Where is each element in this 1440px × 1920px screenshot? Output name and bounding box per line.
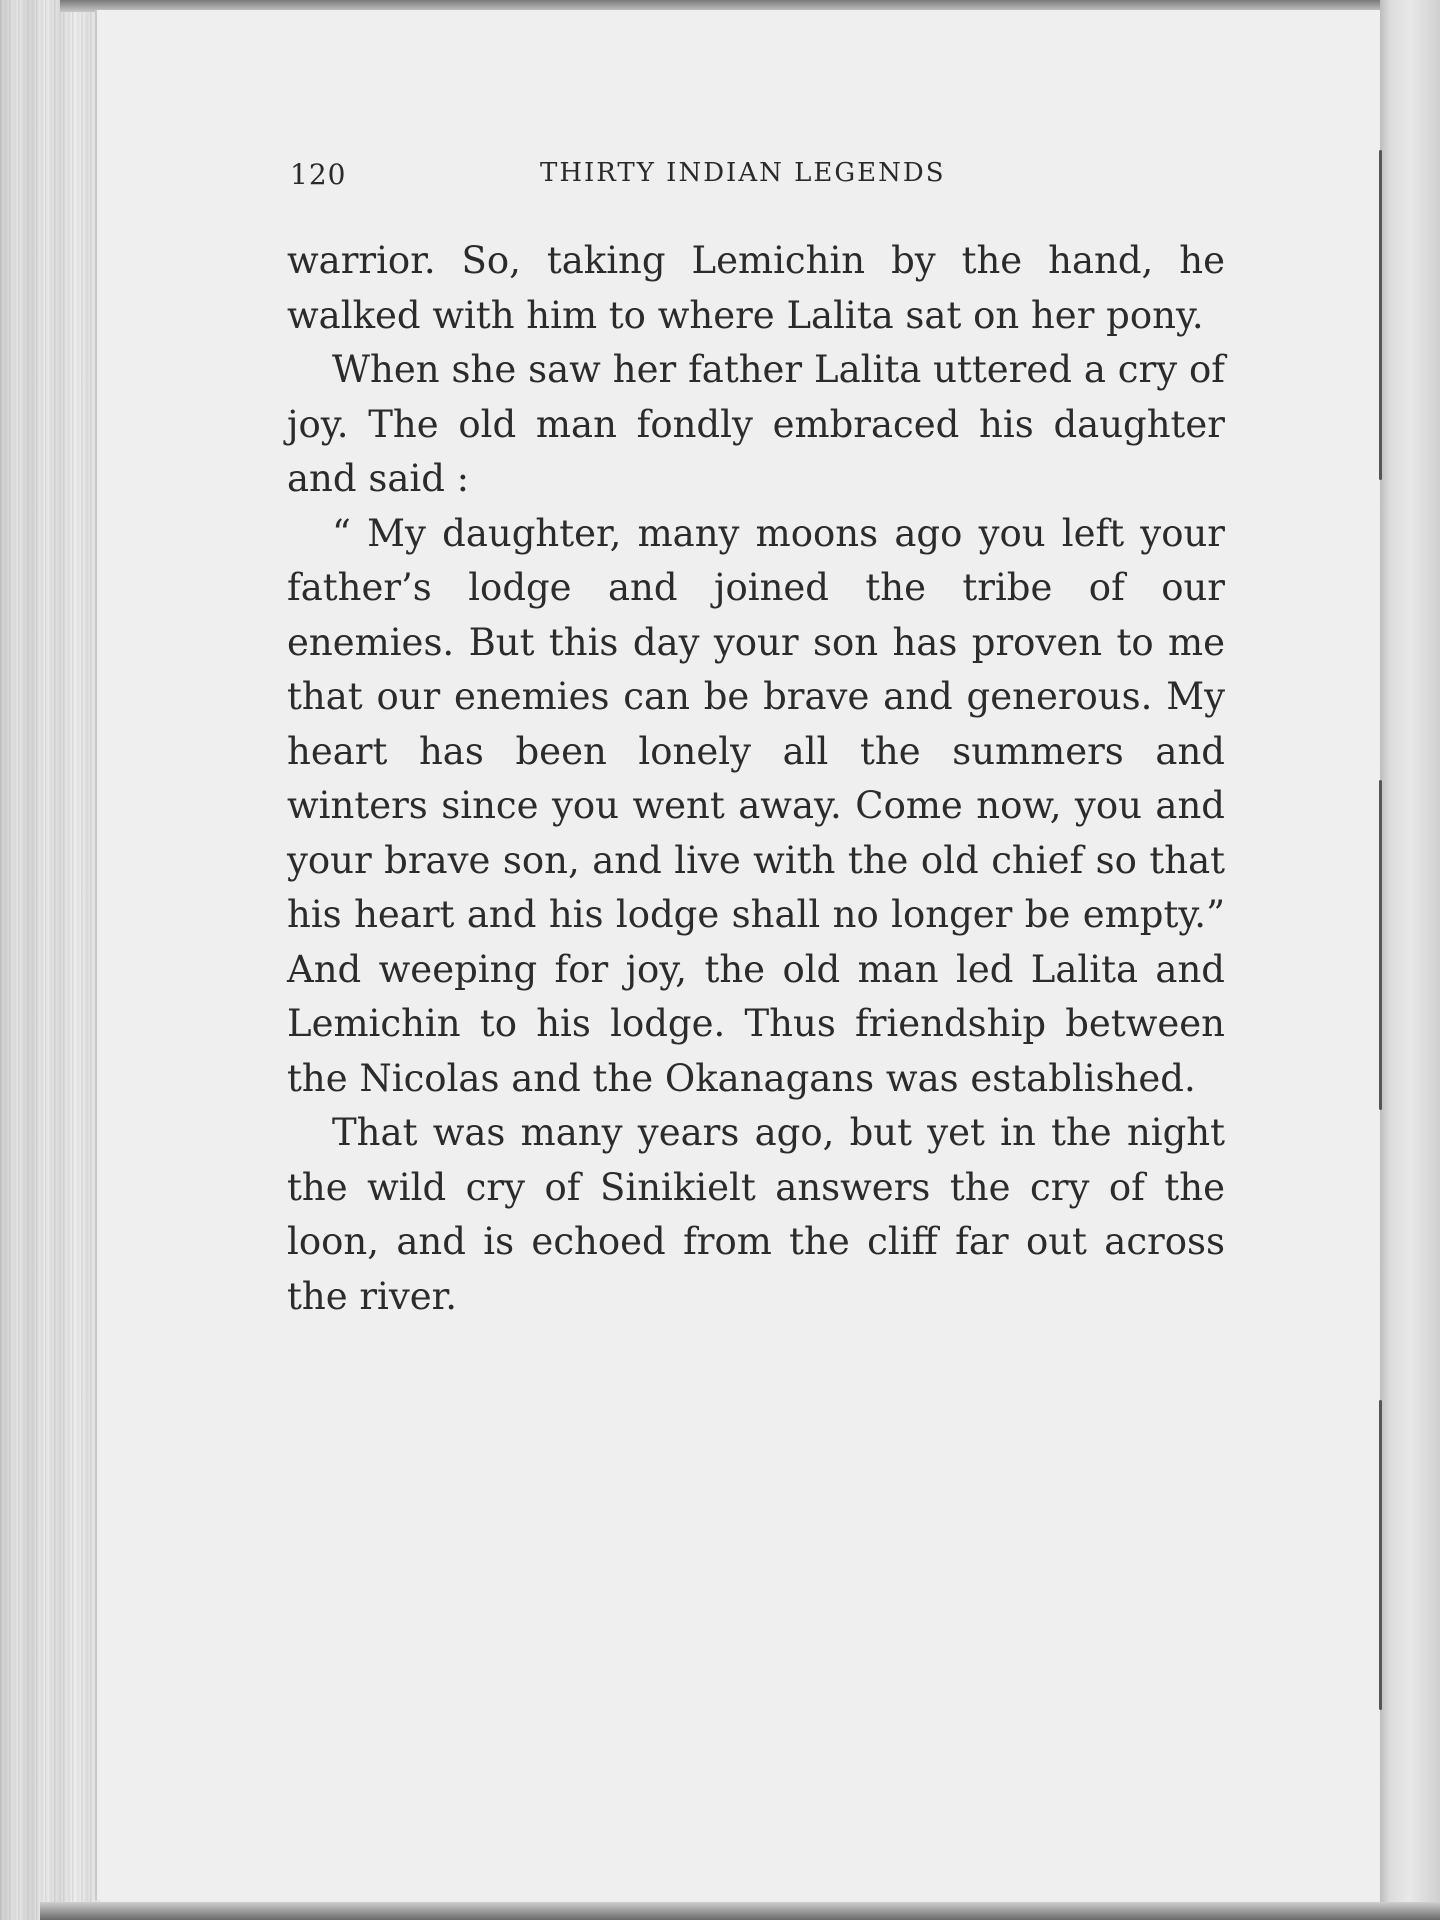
bottom-edge-shadow: [40, 1902, 1440, 1920]
running-title: THIRTY INDIAN LEGENDS: [540, 158, 946, 188]
page-number: 120: [290, 158, 347, 191]
paragraph: “ My daughter, many moons ago you left your father’s lodge and joined the tribe of our enemies. But this day your son has proven to me that our enemies can be brave and generous. My heart has been lonely all the summers and winters since you went away. Come now, you and your brave son, and live with the old chief so that his heart and his lodge shall no longer be empty.” And weeping for joy, the old man led Lalita and Lemichin to his lodge. Thus friendship between the Nicolas and the Okanagans was established.: [287, 511, 1225, 1100]
binding-thread-mark: [1379, 150, 1382, 480]
binding-thread-mark: [1379, 1400, 1382, 1710]
binding-thread-mark: [1379, 780, 1382, 1110]
paragraph: That was many years ago, but yet in the night the wild cry of Sinikielt answers the cry of the loon, and is echoed from the cliff far out across the river.: [287, 1111, 1225, 1318]
page-header: [290, 158, 1250, 198]
paragraph: warrior. So, taking Lemichin by the hand, he walked with him to where Lalita sat on her pony.: [287, 239, 1225, 337]
body-text: [287, 234, 1225, 1324]
paragraph: When she saw her father Lalita uttered a cry of joy. The old man fondly embraced his daughter and said :: [287, 348, 1225, 500]
stacked-page-edges: [0, 0, 100, 1920]
facing-page-edge: [1380, 0, 1440, 1920]
